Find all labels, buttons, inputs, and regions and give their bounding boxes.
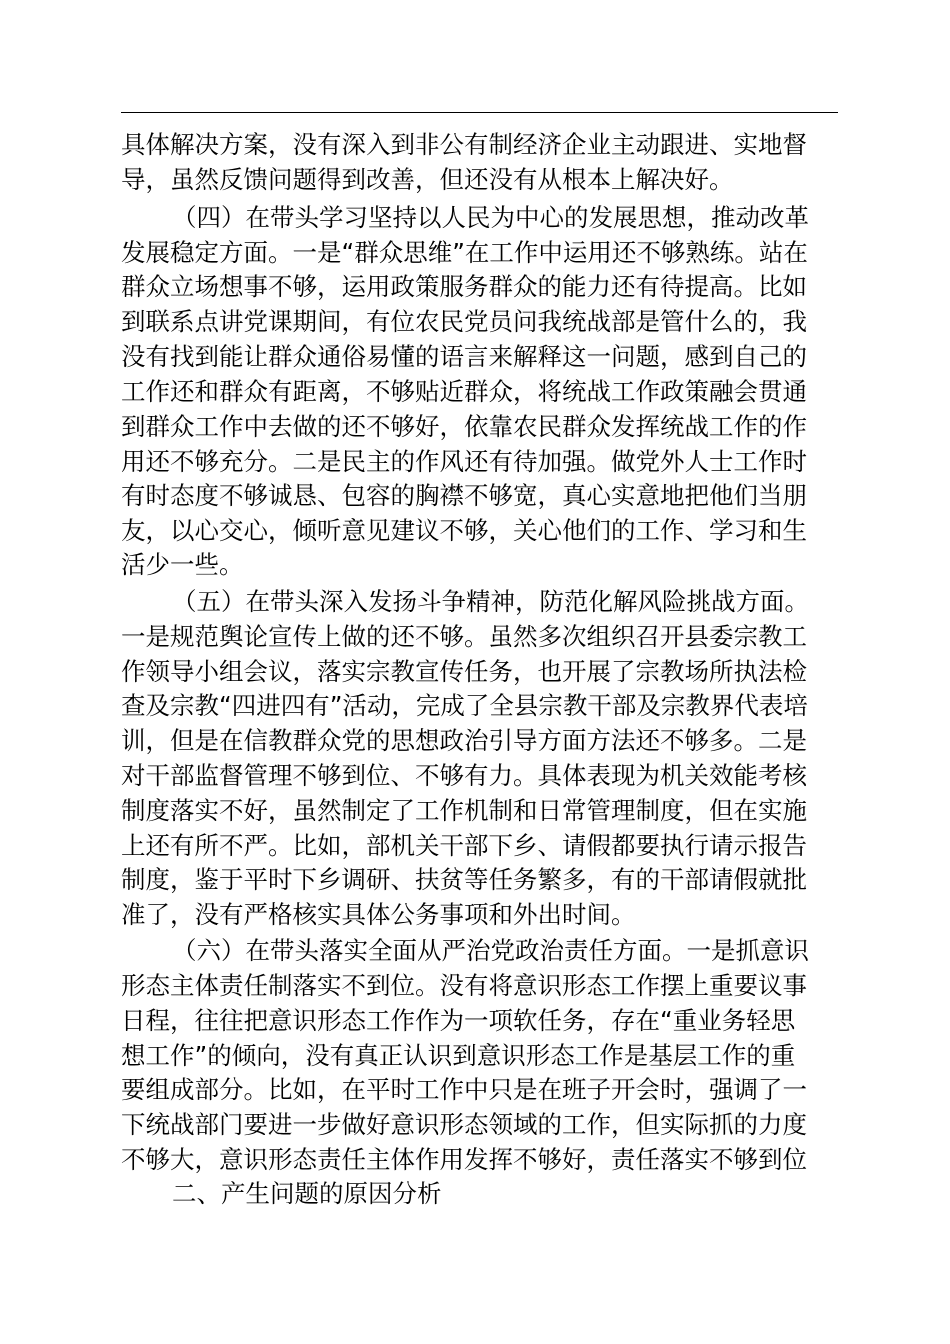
text-line: 有时态度不够诚恳、包容的胸襟不够宽，真心实意地把他们当朋 xyxy=(121,481,807,510)
text-line: 活少一些。 xyxy=(121,550,244,579)
text-line: 作领导小组会议，落实宗教宣传任务，也开展了宗教场所执法检 xyxy=(121,657,807,686)
text-line: 形态主体责任制落实不到位。没有将意识形态工作摆上重要议事 xyxy=(121,971,807,1000)
text-line: 制度落实不好，虽然制定了工作机制和日常管理制度，但在实施 xyxy=(121,796,807,825)
text-line: 对干部监督管理不够到位、不够有力。具体表现为机关效能考核 xyxy=(121,761,807,790)
text-line: 想工作”的倾向，没有真正认识到意识形态工作是基层工作的重 xyxy=(121,1041,796,1070)
text-line: 上还有所不严。比如，部机关干部下乡、请假都要执行请示报告 xyxy=(121,831,807,860)
text-line: 用还不够充分。二是民主的作风还有待加强。做党外人士工作时 xyxy=(121,447,807,476)
text-line: 群众立场想事不够，运用政策服务群众的能力还有待提高。比如 xyxy=(121,272,807,301)
text-line: 不够大，意识形态责任主体作用发挥不够好，责任落实不够到位 xyxy=(121,1145,807,1174)
header-rule xyxy=(121,112,838,113)
text-line: 下统战部门要进一步做好意识形态领域的工作，但实际抓的力度 xyxy=(121,1110,807,1139)
text-line: 导，虽然反馈问题得到改善，但还没有从根本上解决好。 xyxy=(121,165,734,194)
text-line: 一是规范舆论宣传上做的还不够。虽然多次组织召开县委宗教工 xyxy=(121,622,807,651)
text-line: 具体解决方案，没有深入到非公有制经济企业主动跟进、实地督 xyxy=(121,130,807,159)
text-line: 到联系点讲党课期间，有位农民党员问我统战部是管什么的，我 xyxy=(121,307,807,336)
text-line: 发展稳定方面。一是“群众思维”在工作中运用还不够熟练。站在 xyxy=(121,238,808,267)
text-line: 友，以心交心，倾听意见建议不够，关心他们的工作、学习和生 xyxy=(121,516,807,545)
section-heading-4: （四）在带头学习坚持以人民为中心的发展思想，推动改革 xyxy=(172,203,809,232)
text-line: 制度，鉴于平时下乡调研、扶贫等任务繁多，有的干部请假就批 xyxy=(121,865,807,894)
text-line: 要组成部分。比如，在平时工作中只是在班子开会时，强调了一 xyxy=(121,1075,807,1104)
text-line: 准了，没有严格核实具体公务事项和外出时间。 xyxy=(121,900,636,929)
section-heading-2: 二、产生问题的原因分析 xyxy=(172,1179,442,1208)
text-line: 没有找到能让群众通俗易懂的语言来解释这一问题，感到自己的 xyxy=(121,342,807,371)
text-line: 训，但是在信教群众党的思想政治引导方面方法还不够多。二是 xyxy=(121,726,807,755)
text-line: 查及宗教“四进四有”活动，完成了全县宗教干部及宗教界代表培 xyxy=(121,691,808,720)
text-line: 日程，往往把意识形态工作作为一项软任务，存在“重业务轻思 xyxy=(121,1006,796,1035)
text-line: 到群众工作中去做的还不够好，依靠农民群众发挥统战工作的作 xyxy=(121,412,807,441)
section-heading-5: （五）在带头深入发扬斗争精神，防范化解风险挑战方面。 xyxy=(172,587,809,616)
section-heading-6: （六）在带头落实全面从严治党政治责任方面。一是抓意识 xyxy=(172,936,809,965)
text-line: 工作还和群众有距离，不够贴近群众，将统战工作政策融会贯通 xyxy=(121,377,807,406)
